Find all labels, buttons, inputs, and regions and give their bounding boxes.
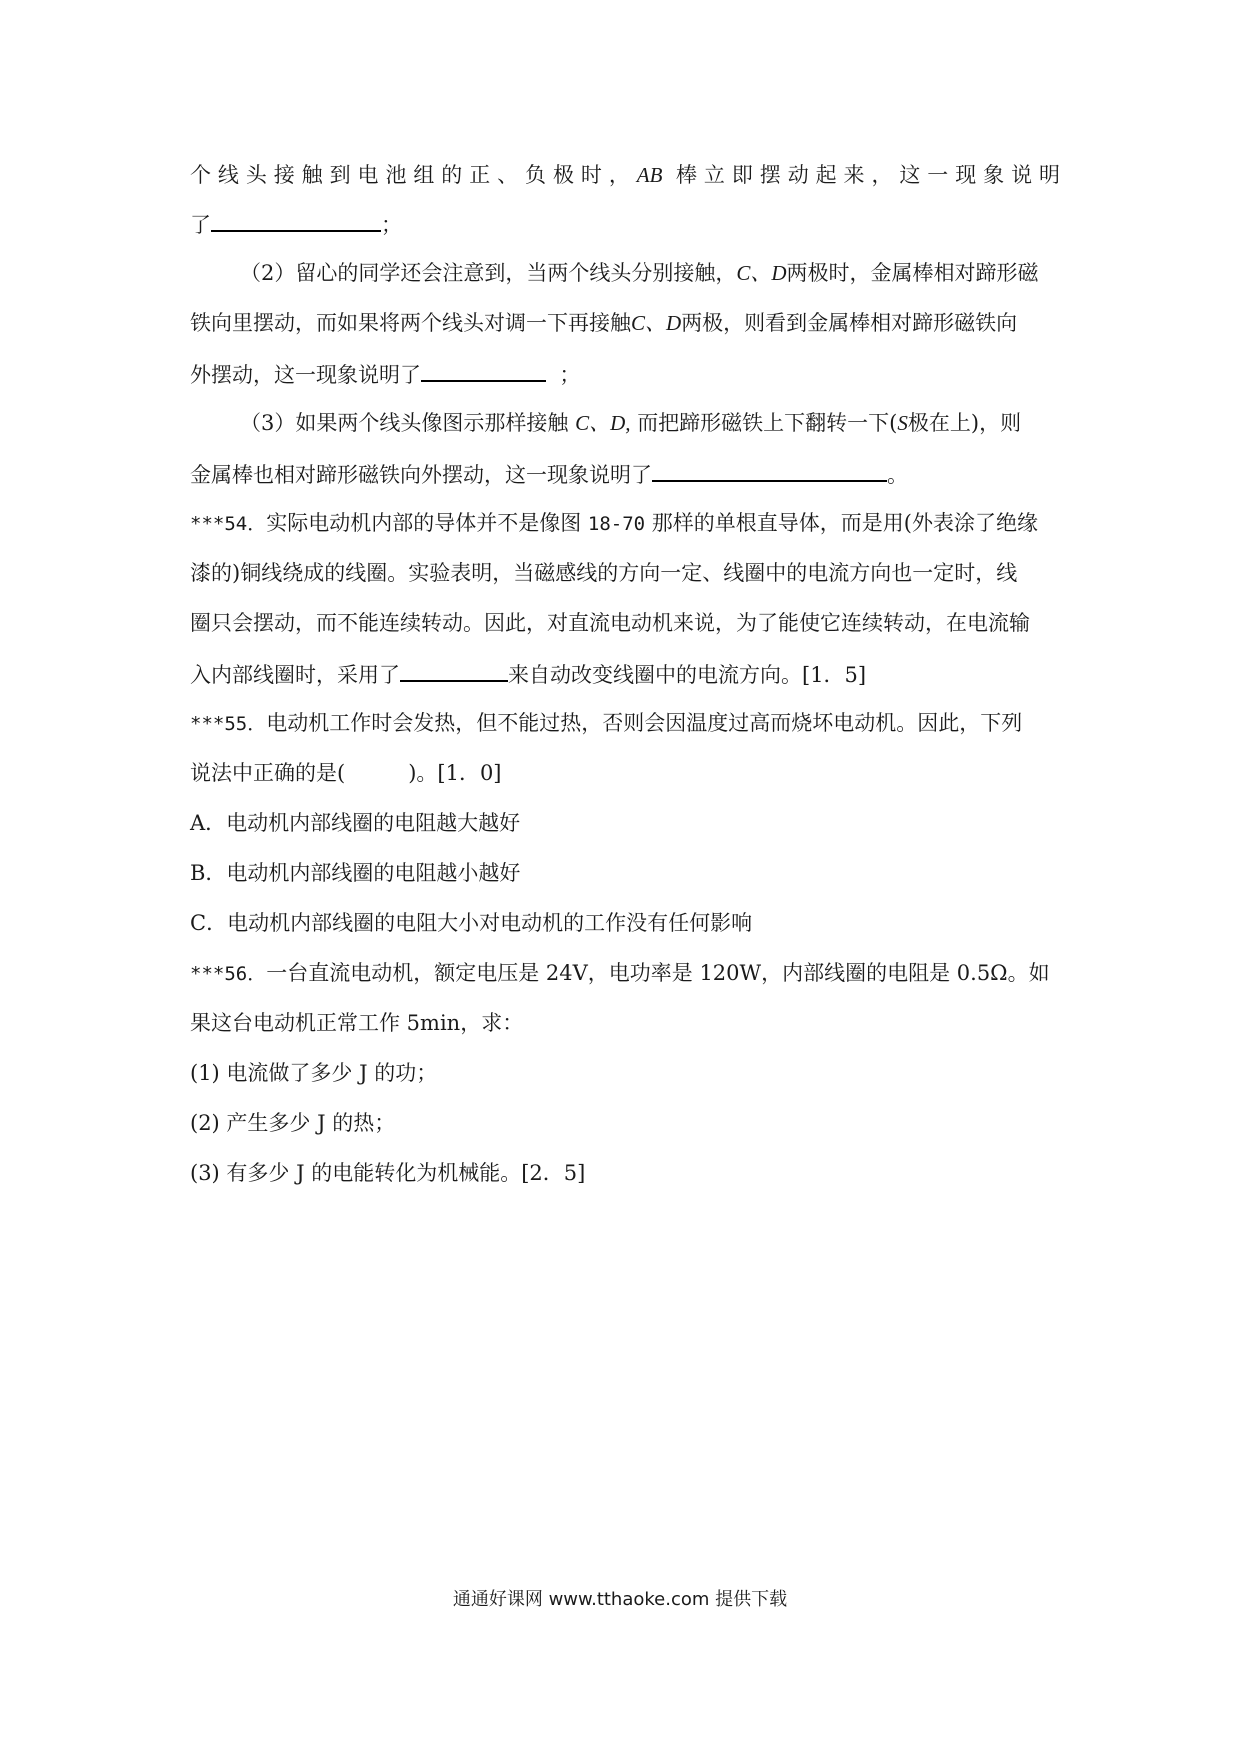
text-run: 那样的单根直导体，而是用(外表涂了绝缘 (651, 511, 1038, 535)
answer-blank[interactable] (400, 658, 508, 682)
answer-blank[interactable] (652, 458, 887, 482)
text-run: 。 (887, 463, 908, 487)
text-line (190, 208, 1060, 240)
option-text: C．电动机内部线圈的电阻大小对电动机的工作没有任何影响 (190, 911, 753, 935)
text-run: 铁向里摆动，而如果将两个线头对调一下再接触 (190, 311, 631, 335)
text-line (190, 558, 1060, 588)
text-run: 实际电动机内部的导体并不是像图 (266, 511, 582, 535)
text-line (190, 458, 1060, 490)
option-text: B．电动机内部线圈的电阻越小越好 (190, 861, 521, 885)
page-footer: 通通好课网 www.tthaoke.com 提供下载 (452, 1589, 788, 1610)
text-run: （2）留心的同学还会注意到，当两个线头分别接触， (240, 261, 737, 285)
question-number: ***54． (190, 513, 267, 535)
text-run: 外摆动，这一现象说明了 (190, 363, 421, 387)
text-run: 漆的)铜线绕成的线圈。实验表明，当磁感线的方向一定、线圈中的电流方向也一定时，线 (190, 561, 1018, 585)
text-run: 两极，则看到金属棒相对蹄形磁铁向 (681, 311, 1018, 335)
text-run: 极在上)，则 (907, 411, 1022, 435)
italic-label: AB (636, 163, 663, 187)
text-run: 电动机工作时会发热，但不能过热，否则会因温度过高而烧坏电动机。因此，下列 (266, 711, 1023, 735)
text-run: 个线头接触到电池组的正、负极时， (190, 163, 637, 187)
text-line (190, 658, 1060, 690)
italic-label: C、D (736, 261, 787, 285)
option-a (190, 808, 1060, 838)
text-run: (2) 产生多少 J 的热； (190, 1111, 396, 1135)
answer-blank[interactable] (421, 358, 546, 382)
question-56 (190, 958, 1060, 989)
text-run: 棒立即摆动起来，这一现象说明 (676, 163, 1060, 187)
text-line (240, 258, 1060, 288)
text-run: （3）如果两个线头像图示那样接触 (240, 411, 569, 435)
text-run: 两极时，金属棒相对蹄形磁 (786, 261, 1039, 285)
question-number: ***56． (190, 963, 267, 985)
text-line (190, 308, 1060, 338)
text-run: (3) 有多少 J 的电能转化为机械能。[2．5] (190, 1161, 586, 1185)
text-run: 入内部线圈时，采用了 (190, 663, 400, 687)
text-line (240, 408, 1060, 438)
text-run: (1) 电流做了多少 J 的功； (190, 1061, 438, 1085)
text-line (190, 758, 1060, 788)
text-run: ； (381, 213, 402, 237)
italic-label: S (897, 411, 908, 435)
text-run: ； (559, 363, 581, 387)
option-b (190, 858, 1060, 888)
answer-blank[interactable] (211, 208, 381, 232)
subquestion-3 (190, 1158, 1060, 1188)
text-run: 一台直流电动机，额定电压是 24V，电功率是 120W，内部线圈的电阻是 0.5Ω。如 (266, 961, 1050, 985)
text-line (190, 160, 1060, 190)
option-text: A．电动机内部线圈的电阻越大越好 (190, 811, 521, 835)
text-run: 来自动改变线圈中的电流方向。[1．5] (508, 663, 867, 687)
text-run: 了 (190, 213, 211, 237)
figure-ref: 18-70 (587, 513, 646, 535)
italic-label: C、D (631, 311, 682, 335)
text-run: 圈只会摆动，而不能连续转动。因此，对直流电动机来说，为了能使它连续转动，在电流输 (190, 611, 1030, 635)
text-run: 而把蹄形磁铁上下翻转一下( (637, 411, 898, 435)
question-54 (190, 508, 1060, 539)
question-number: ***55． (190, 713, 267, 735)
text-line (190, 358, 1060, 390)
text-line (190, 1008, 1060, 1038)
option-c (190, 908, 1060, 938)
subquestion-2 (190, 1108, 1060, 1138)
subquestion-1 (190, 1058, 1060, 1088)
question-55 (190, 708, 1060, 739)
italic-label: C、D, (575, 411, 631, 435)
text-line (190, 608, 1060, 638)
text-run: 果这台电动机正常工作 5min，求： (190, 1011, 524, 1035)
text-run: 说法中正确的是( )。[1．0] (190, 761, 502, 785)
text-run: 金属棒也相对蹄形磁铁向外摆动，这一现象说明了 (190, 463, 652, 487)
